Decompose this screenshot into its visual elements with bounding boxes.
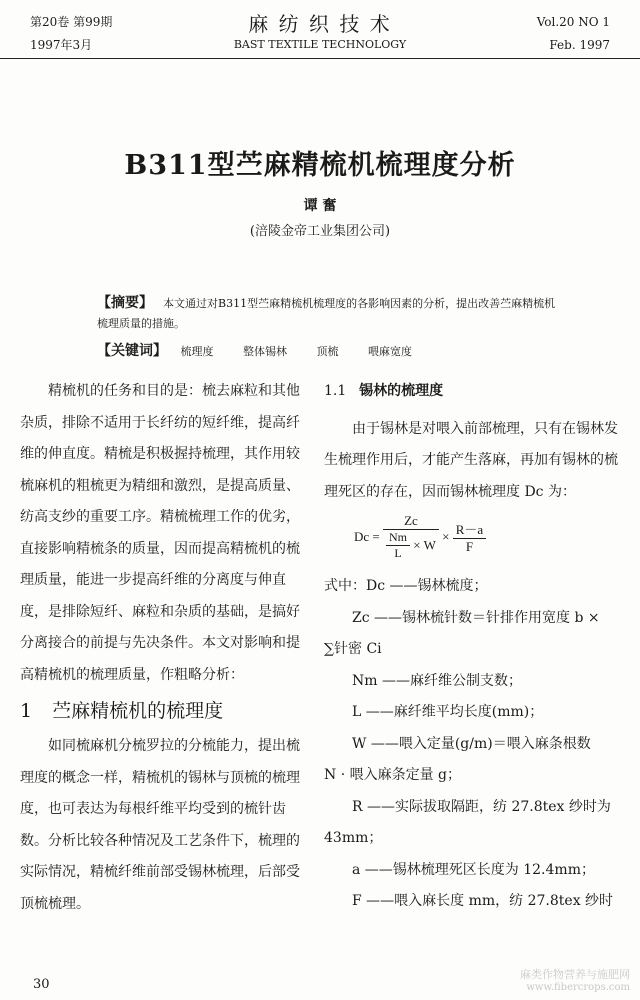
dc-paragraph: 由于锡林是对喂入前部梳理，只有在锡林发生梳理作用后，才能产生落麻，再加有锡林的梳理死区的存在，因而锡林梳理度 Dc 为：	[324, 420, 618, 500]
formula-zc: Zc	[383, 513, 439, 530]
formula-nm-over-l	[386, 530, 410, 561]
author-name: 谭 奮	[303, 198, 337, 214]
definition-zc: Zc ——锡林梳针数＝针排作用宽度 b ×	[352, 609, 600, 626]
formula-denominator	[383, 530, 439, 561]
keywords	[97, 341, 557, 362]
formula-f: F	[465, 539, 474, 554]
left-column	[20, 376, 302, 920]
keywords-label: 【关键词】	[97, 343, 167, 359]
watermark-en: www.fibercrops.com	[526, 982, 630, 993]
keyword: 梳理度	[180, 345, 214, 358]
keyword: 顶梳	[316, 345, 339, 358]
formula-fraction-1	[383, 513, 439, 561]
header-rule	[0, 58, 640, 59]
definition-r-cont: 43mm；	[324, 830, 383, 846]
definition-f: F ——喂入麻长度 mm，纺 27.8tex 纱时	[352, 893, 614, 909]
intro-paragraph: 精梳机的任务和目的是：梳去麻粒和其他杂质，排除不适用于长纤纺的短纤维，提高纤维的伸直度。精梳是积极握持梳理，其作用较梳麻机的粗梳更为精细和激烈，是提高质量、纺高支纱的重要工序。精梳梳理工作的优劣，直接影响精梳条的质量，因而提高精梳机的梳理质量，能进一步提高纤维的分离度与伸直度，是排除短纤、麻粒和杂质的基础，是搞好分离接合的前提与先决条件。本文对影响和提高精梳机的梳理质量，作粗略分析：	[20, 383, 300, 683]
abstract	[97, 293, 557, 334]
section-1-1-heading	[324, 376, 624, 408]
page-number: 30	[33, 977, 50, 992]
abstract-text: 本文通过对B311型苎麻精梳机梳理度的各影响因素的分析，提出改善苎麻精梳机梳理质量的措施。	[97, 297, 556, 330]
formula-definitions	[324, 571, 624, 918]
section-1-1-number: 1.1	[324, 383, 347, 399]
formula-r-minus-a: R－a	[453, 519, 486, 539]
section-1-heading	[20, 691, 302, 731]
journal-title-en: BAST TEXTILE TECHNOLOGY	[233, 38, 407, 51]
dc-formula	[354, 513, 486, 561]
formula-nm: Nm	[386, 530, 410, 546]
date-en: Feb. 1997	[549, 38, 610, 52]
section-1-1-title: 锡林的梳理度	[359, 383, 444, 399]
section-1-paragraph: 如同梳麻机分梳罗拉的分梳能力，提出梳理度的概念一样，精梳机的锡林与顶梳的梳理度，也可表达为每根纤维平均受到的梳针齿数。分析比较各种情况及工艺条件下，梳理的实际情况，精梳纤维前部受锡林梳理，后部受顶梳梳理。	[20, 738, 300, 912]
formula-lhs: Dc =	[354, 529, 380, 544]
journal-title-cn: 麻 纺 织 技 术	[248, 12, 392, 36]
definition-a: a ——锡林梳理死区长度为 12.4mm；	[352, 861, 595, 878]
formula-times-w: × W	[413, 537, 436, 553]
definition-l: L ——麻纤维平均长度(mm)；	[352, 704, 544, 720]
watermark-cn: 麻类作物营养与施肥网	[520, 968, 630, 981]
formula-fraction-2	[453, 519, 486, 555]
definition-r: R ——实际拔取隔距，纺 27.8tex 纱时为	[352, 798, 611, 815]
formula-times: ×	[442, 529, 450, 544]
section-1-title: 苎麻精梳机的梳理度	[52, 700, 224, 722]
definition-w-cont: N · 喂入麻条定量 g；	[324, 767, 462, 783]
definition-zc-cont: ∑针密 Ci	[324, 641, 382, 657]
publication-date: 1997年3月	[30, 38, 93, 52]
keyword: 整体锡林	[243, 345, 287, 358]
section-1-number: 1	[20, 700, 33, 722]
volume-number-en: Vol.20 NO 1	[536, 15, 610, 29]
right-column	[324, 376, 624, 508]
definition-w: W ——喂入定量(g/m)＝喂入麻条根数	[352, 735, 591, 752]
definition-nm: Nm ——麻纤维公制支数；	[352, 672, 522, 689]
article-title: B311型苎麻精梳机梳理度分析	[124, 150, 516, 181]
definition-dc: 式中：Dc ——锡林梳度；	[324, 578, 488, 594]
author-affiliation: (涪陵金帝工业集团公司)	[249, 224, 391, 239]
keyword: 喂麻宽度	[368, 345, 412, 358]
abstract-label: 【摘要】	[97, 295, 153, 311]
volume-issue: 第20卷 第99期	[30, 15, 113, 29]
formula-l: L	[394, 546, 402, 560]
